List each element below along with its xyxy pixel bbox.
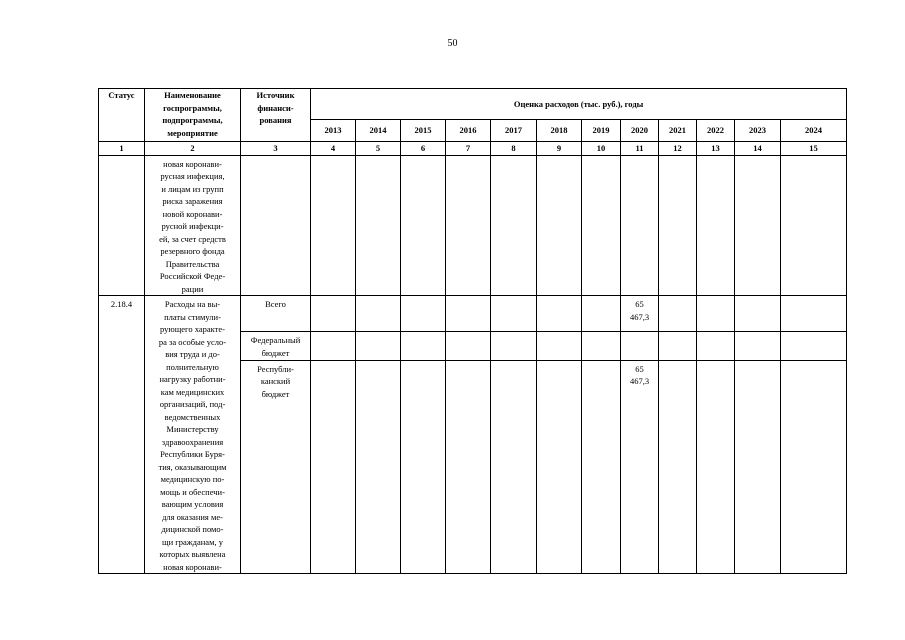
year-2022: 2022 bbox=[697, 120, 735, 142]
year-2016: 2016 bbox=[446, 120, 491, 142]
col-number: 6 bbox=[401, 142, 446, 156]
col-number: 5 bbox=[356, 142, 401, 156]
header-name: Наименование госпрограммы, подпрограммы, мероприятие bbox=[145, 89, 241, 142]
status-cell bbox=[99, 155, 145, 296]
col-number: 3 bbox=[241, 142, 311, 156]
year-2018: 2018 bbox=[537, 120, 582, 142]
source-cell bbox=[241, 155, 311, 296]
col-number: 9 bbox=[537, 142, 582, 156]
header-source: Источник финанси- рования bbox=[241, 89, 311, 142]
year-2023: 2023 bbox=[735, 120, 781, 142]
year-2015: 2015 bbox=[401, 120, 446, 142]
budget-table bbox=[98, 88, 847, 574]
source-republican: Республи- канский бюджет bbox=[241, 360, 311, 573]
col-number: 2 bbox=[145, 142, 241, 156]
header-costs: Оценка расходов (тыс. руб.), годы bbox=[311, 89, 847, 120]
col-number: 11 bbox=[621, 142, 659, 156]
col-number: 7 bbox=[446, 142, 491, 156]
col-number: 4 bbox=[311, 142, 356, 156]
status-cell: 2.18.4 bbox=[99, 296, 145, 574]
col-number: 13 bbox=[697, 142, 735, 156]
value-total-2020: 65 467,3 bbox=[621, 296, 659, 332]
col-number: 15 bbox=[781, 142, 847, 156]
col-number: 10 bbox=[582, 142, 621, 156]
year-2021: 2021 bbox=[659, 120, 697, 142]
header-status: Статус bbox=[99, 89, 145, 142]
item-name: Расходы на вы- платы стимули- рующего характе- ра за особые усло- вия труда и до- полнительную нагрузку работни- кам медицинских организаций, под- ведомственных Министерству здравоохранения Республики Буря- тия, оказывающим медицинскую по- мощь и обеспечи- вающим условия для оказания ме- дицинской помо- щи гражданам, у которых выявлена новая коронави- bbox=[145, 296, 241, 574]
year-2014: 2014 bbox=[356, 120, 401, 142]
table-row bbox=[99, 155, 847, 296]
value-federal-2020 bbox=[621, 332, 659, 360]
year-2024: 2024 bbox=[781, 120, 847, 142]
year-2017: 2017 bbox=[491, 120, 537, 142]
source-federal: Федеральный бюджет bbox=[241, 332, 311, 360]
value-republican-2020: 65 467,3 bbox=[621, 360, 659, 573]
continuation-text: новая коронави- русная инфекция, и лицам из групп риска заражения новой коронави- русной инфекци- ей, за счет средств резервного фонда Правительства Российской Феде- рации bbox=[145, 155, 241, 296]
year-2019: 2019 bbox=[582, 120, 621, 142]
col-number: 8 bbox=[491, 142, 537, 156]
source-total: Всего bbox=[241, 296, 311, 332]
col-number: 1 bbox=[99, 142, 145, 156]
year-2013: 2013 bbox=[311, 120, 356, 142]
col-number: 14 bbox=[735, 142, 781, 156]
table-row bbox=[99, 296, 847, 332]
col-number: 12 bbox=[659, 142, 697, 156]
year-2020: 2020 bbox=[621, 120, 659, 142]
page-number: 50 bbox=[447, 38, 458, 49]
